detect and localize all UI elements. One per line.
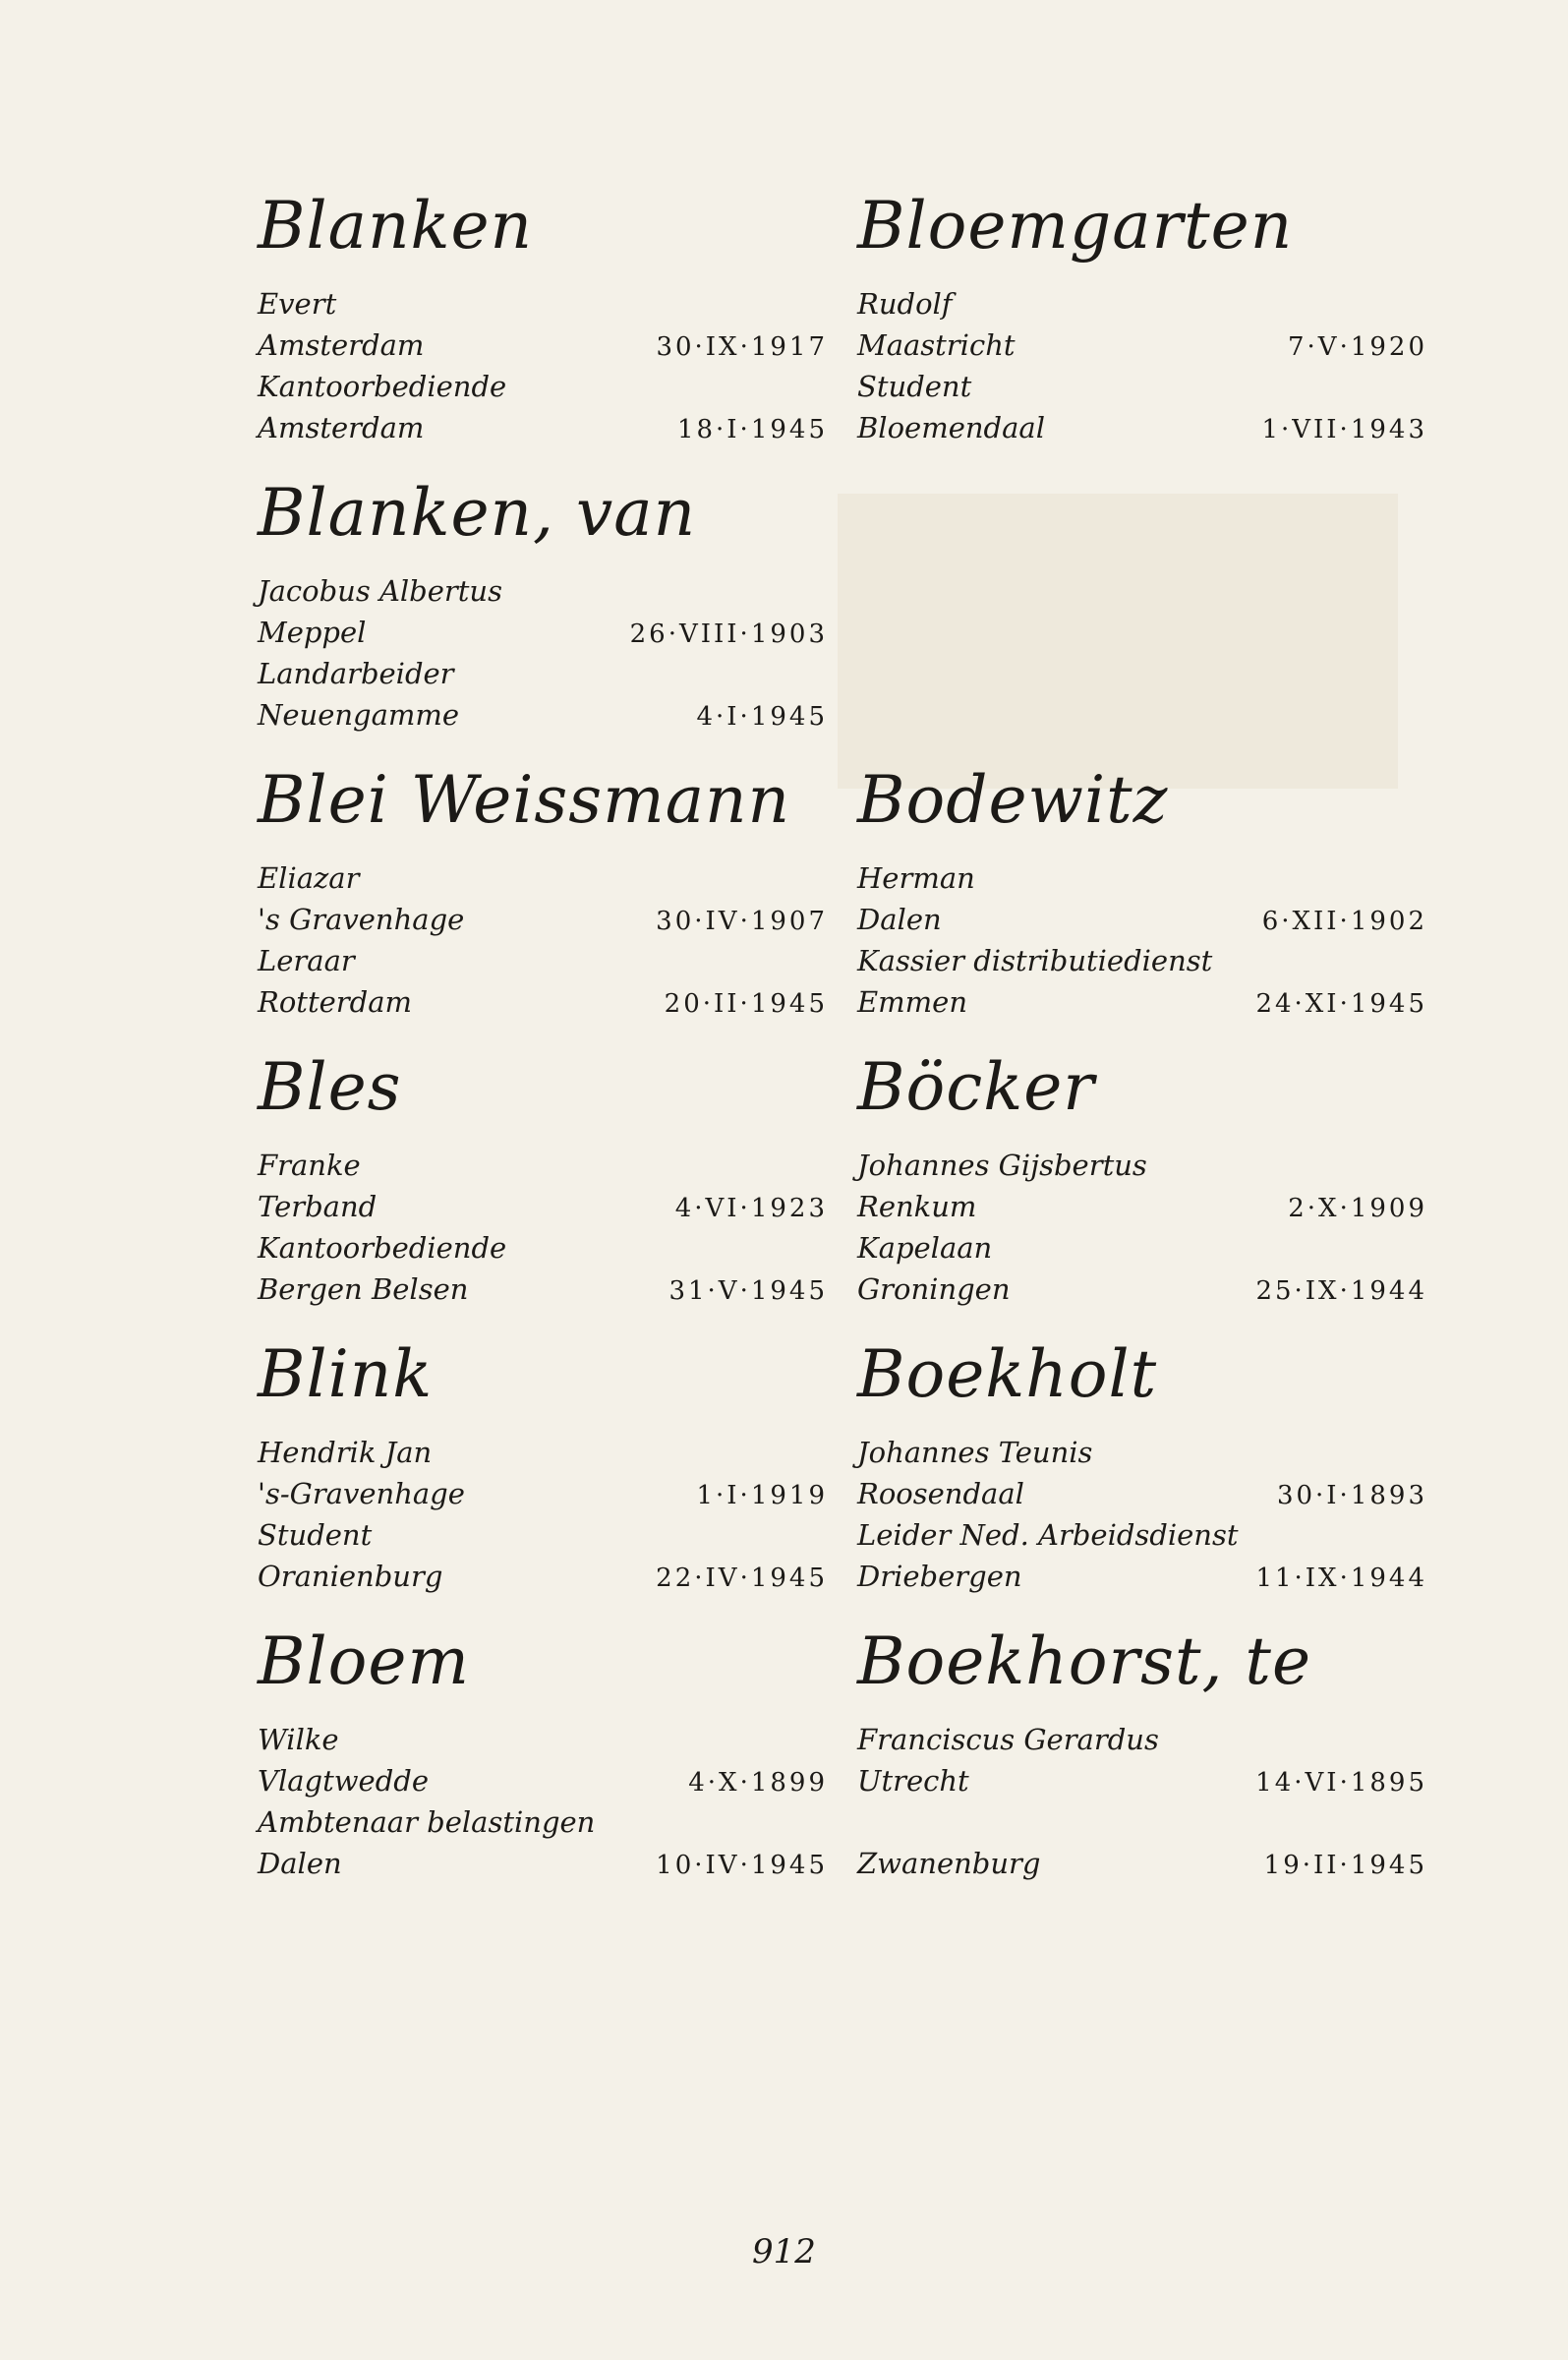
birth-place: 's-Gravenhage [258,1477,465,1510]
occupation: Landarbeider [258,657,454,690]
death-place: Driebergen [857,1560,1022,1593]
given-names: Herman [857,861,975,895]
death-place: Groningen [857,1272,1011,1306]
death-place: Dalen [258,1847,342,1880]
birth-date: 26·VIII·1903 [629,620,828,649]
birth-date: 30·IV·1907 [656,907,828,936]
surname: Blanken, van [258,475,697,551]
given-names: Franke [258,1149,361,1182]
given-names: Johannes Teunis [857,1436,1093,1469]
birth-date: 2·X·1909 [1288,1194,1427,1223]
death-date: 4·I·1945 [696,702,828,732]
entry [857,1335,1427,1622]
given-names: Johannes Gijsbertus [857,1149,1147,1182]
birth-place: 's Gravenhage [258,903,465,936]
birth-date: 14·VI·1895 [1255,1768,1427,1798]
occupation: Leider Ned. Arbeidsdienst [857,1518,1239,1552]
entry [258,1622,828,1910]
surname: Blink [258,1336,434,1412]
surname: Blanken [258,188,534,264]
birth-date: 6·XII·1902 [1261,907,1427,936]
death-date: 31·V·1945 [668,1276,828,1306]
death-date: 22·IV·1945 [656,1564,828,1593]
birth-date: 1·I·1919 [696,1481,828,1510]
birth-place: Dalen [857,903,942,936]
death-place: Amsterdam [258,411,425,444]
given-names: Hendrik Jan [258,1436,433,1469]
left-column [258,187,828,1910]
occupation: Student [857,370,972,403]
birth-place: Roosendaal [857,1477,1024,1510]
death-place: Bergen Belsen [258,1272,469,1306]
birth-place: Maastricht [857,328,1016,362]
entry [258,761,828,1048]
entry [857,187,1427,474]
given-names: Eliazar [258,861,360,895]
entry [258,1335,828,1622]
death-date: 18·I·1945 [676,415,828,444]
surname: Boekholt [857,1336,1158,1412]
death-place: Emmen [857,985,968,1019]
surname: Blei Weissmann [258,762,791,838]
birth-place: Amsterdam [258,328,425,362]
death-date: 19·II·1945 [1263,1851,1427,1880]
given-names: Rudolf [857,287,953,321]
surname: Böcker [857,1049,1095,1125]
occupation: Student [258,1518,373,1552]
given-names: Evert [258,287,337,321]
death-date: 24·XI·1945 [1255,989,1427,1019]
given-names: Wilke [258,1723,339,1756]
occupation: Kantoorbediende [258,370,507,403]
birth-place: Utrecht [857,1764,969,1798]
page-number: 912 [752,2232,816,2272]
death-place: Neuengamme [258,698,460,732]
occupation: Kantoorbediende [258,1231,507,1265]
surname: Bodewitz [857,762,1169,838]
entry [258,187,828,474]
birth-date: 30·IX·1917 [656,332,828,362]
death-date: 25·IX·1944 [1255,1276,1427,1306]
birth-date: 4·X·1899 [688,1768,828,1798]
death-place: Rotterdam [258,985,412,1019]
birth-date: 7·V·1920 [1287,332,1427,362]
entry [857,1048,1427,1335]
surname: Bloemgarten [857,188,1294,264]
birth-place: Renkum [857,1190,977,1223]
entry [857,1622,1427,1910]
death-date: 1·VII·1943 [1261,415,1427,444]
entry [258,1048,828,1335]
death-date: 11·IX·1944 [1255,1564,1427,1593]
death-place: Bloemendaal [857,411,1045,444]
given-names: Jacobus Albertus [258,574,502,608]
entry [857,761,1427,1048]
birth-place: Vlagtwedde [258,1764,429,1798]
death-date: 10·IV·1945 [656,1851,828,1880]
birth-place: Meppel [258,616,367,649]
right-column [857,187,1427,1910]
occupation: Kassier distributiedienst [857,944,1213,977]
birth-date: 4·VI·1923 [674,1194,828,1223]
entry-blank-space [857,474,1427,761]
surname: Bles [258,1049,402,1125]
death-date: 20·II·1945 [664,989,828,1019]
birth-place: Terband [258,1190,377,1223]
surname: Bloem [258,1623,470,1699]
occupation: Kapelaan [857,1231,993,1265]
death-place: Zwanenburg [857,1847,1041,1880]
entry [258,474,828,761]
occupation: Leraar [258,944,355,977]
occupation: Ambtenaar belastingen [258,1805,596,1839]
birth-date: 30·I·1893 [1276,1481,1427,1510]
surname: Boekhorst, te [857,1623,1312,1699]
death-place: Oranienburg [258,1560,443,1593]
given-names: Franciscus Gerardus [857,1723,1159,1756]
